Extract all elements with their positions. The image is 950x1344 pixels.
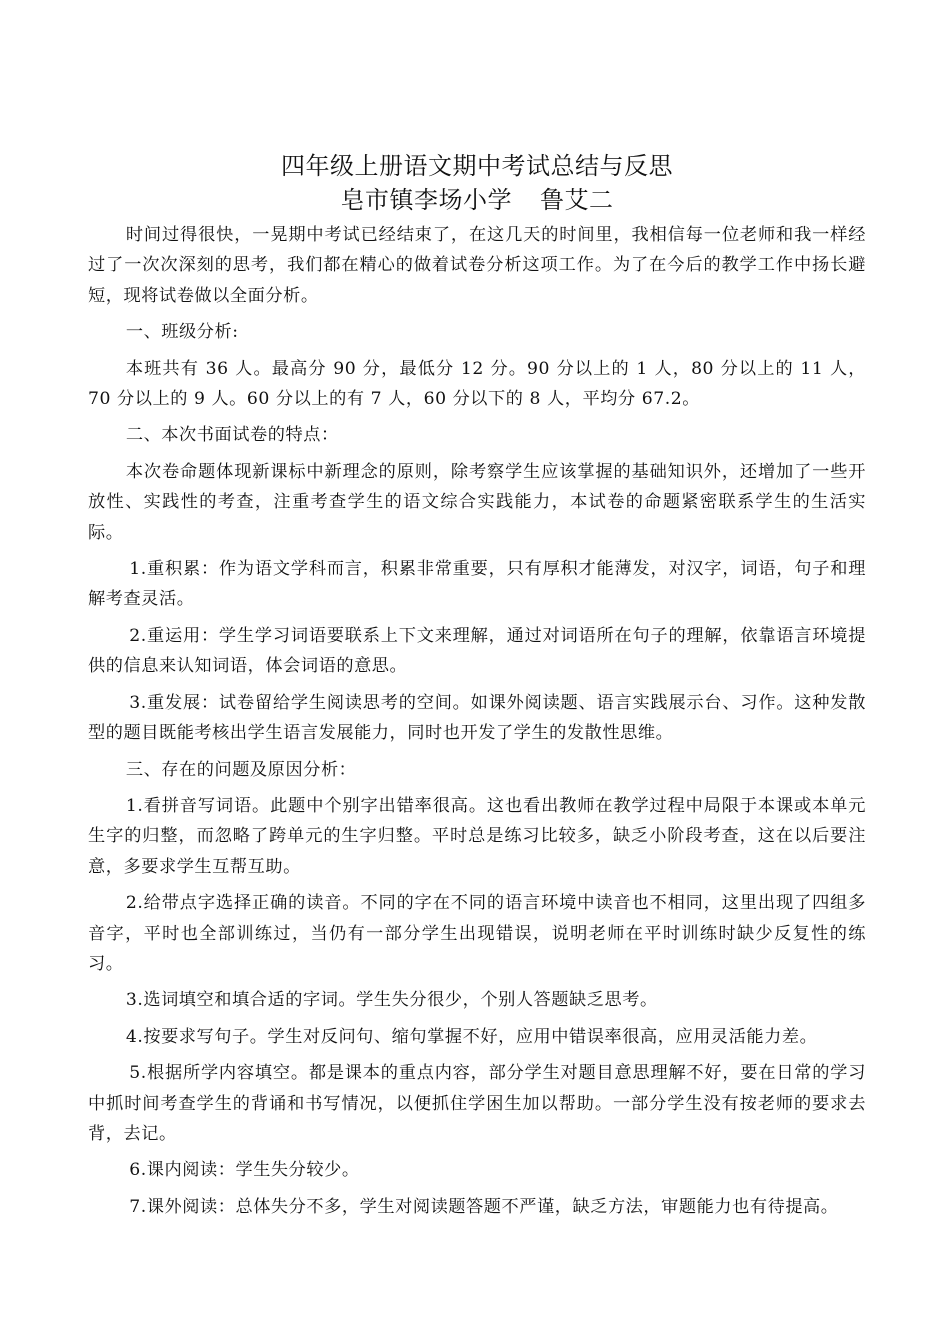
- class-statistics-paragraph: 本班共有 36 人。最高分 90 分，最低分 12 分。90 分以上的 1 人，80 分以上的 11 人，70 分以上的 9 人。60 分以上的有 7 人，60 分以下的 8 人，平均分 67.2。: [88, 358, 866, 410]
- problem-item-fill-words: 3.选词填空和填合适的字词。学生失分很少，个别人答题缺乏思考。: [125, 990, 658, 1011]
- section-heading-class-analysis: 一、班级分析:: [125, 322, 239, 343]
- feature-item-accumulation: 1.重积累：作为语文学科而言，积累非常重要，只有厚积才能薄发，对汉字，词语，句子和理解考查灵活。: [88, 559, 866, 610]
- section-heading-exam-features: 二、本次书面试卷的特点：: [125, 425, 339, 446]
- feature-item-application: 2.重运用：学生学习词语要联系上下文来理解，通过对词语所在句子的理解，依靠语言环境提供的信息来认知词语，体会词语的意思。: [88, 625, 866, 677]
- document-title: 四年级上册语文期中考试总结与反思: [281, 152, 673, 180]
- problem-item-pinyin: 1.看拼音写词语。此题中个别字出错率很高。这也看出教师在教学过程中局限于本课或本单元生字的归整，而忽略了跨单元的生字归整。平时总是练习比较多，缺乏小阶段考查，这在以后要注意，多要求学生互帮互助。: [88, 795, 866, 877]
- section-heading-problems: 三、存在的问题及原因分析：: [125, 759, 357, 780]
- problem-item-recall: 5.根据所学内容填空。都是课本的重点内容，部分学生对题目意思理解不好，要在日常的学习中抓时间考查学生的背诵和书写情况，以便抓住学困生加以帮助。一部分学生没有按老师的要求去背，去记。: [88, 1063, 866, 1144]
- problem-item-pronunciation: 2.给带点字选择正确的读音。不同的字在不同的语言环境中读音也不相同，这里出现了四组多音字，平时也全部训练过，当仍有一部分学生出现错误，说明老师在平时训练时缺少反复性的练习。: [88, 893, 866, 974]
- problem-item-sentences: 4.按要求写句子。学生对反问句、缩句掌握不好，应用中错误率很高，应用灵活能力差。: [125, 1026, 818, 1047]
- author-name: 鲁艾二: [540, 186, 614, 214]
- school-name: 皂市镇李场小学: [340, 186, 512, 214]
- feature-item-development: 3.重发展：试卷留给学生阅读思考的空间。如课外阅读题、语言实践展示台、习作。这种发散型的题目既能考核出学生语言发展能力，同时也开发了学生的发散性思维。: [88, 692, 866, 744]
- problem-item-in-class-reading: 6.课内阅读：学生失分较少。: [129, 1160, 360, 1181]
- exam-features-paragraph: 本次卷命题体现新课标中新理念的原则，除考察学生应该掌握的基础知识外，还增加了一些开放性、实践性的考查，注重考查学生的语文综合实践能力，本试卷的命题紧密联系学生的生活实际。: [88, 461, 866, 543]
- document-page: [88, 150, 866, 1228]
- document-byline: [88, 184, 866, 216]
- problem-item-extra-reading: 7.课外阅读：总体失分不多，学生对阅读题答题不严谨，缺乏方法，审题能力也有待提高。: [129, 1196, 839, 1217]
- intro-paragraph: 时间过得很快，一晃期中考试已经结束了，在这几天的时间里，我相信每一位老师和我一样经过了一次次深刻的思考，我们都在精心的做着试卷分析这项工作。为了在今后的教学工作中扬长避短，现将试卷做以全面分析。: [88, 225, 866, 306]
